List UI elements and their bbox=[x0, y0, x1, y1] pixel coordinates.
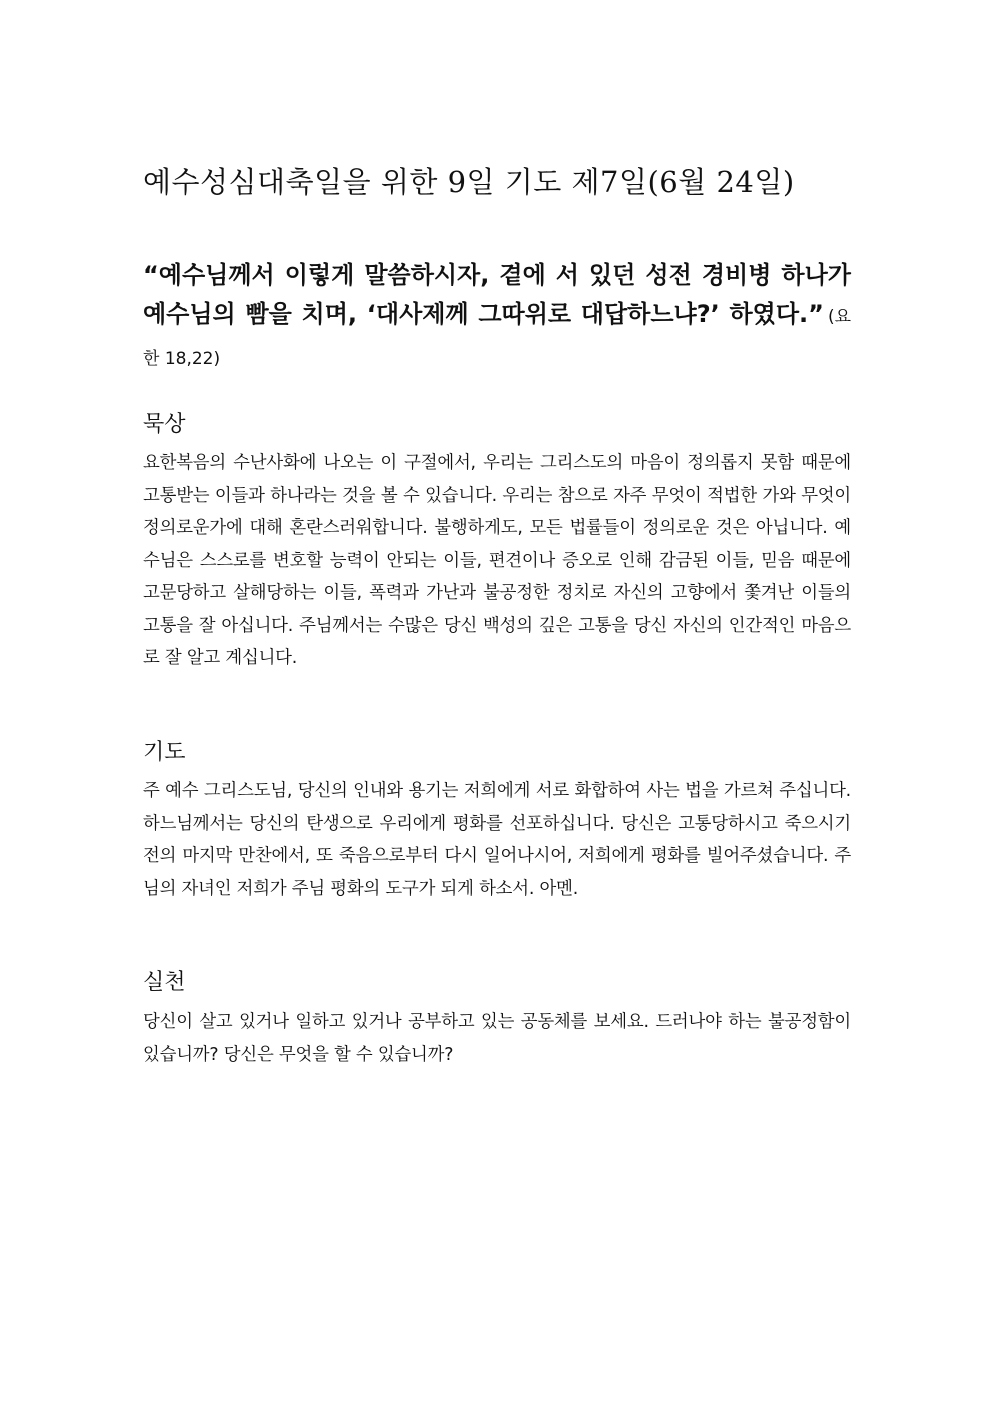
practice-body: 당신이 살고 있거나 일하고 있거나 공부하고 있는 공동체를 보세요. 드러나야 하는 불공정함이 있습니까? 당신은 무엇을 할 수 있습니까? bbox=[143, 1012, 851, 1065]
page-title: 예수성심대축일을 위한 9일 기도 제7일(6월 24일) bbox=[143, 165, 795, 199]
meditation-heading: 묵상 bbox=[143, 412, 186, 437]
practice-heading: 실천 bbox=[143, 970, 186, 995]
prayer-heading: 기도 bbox=[143, 740, 186, 765]
scripture-verse bbox=[143, 256, 851, 379]
verse-text: “예수님께서 이렇게 말씀하시자, 곁에 서 있던 성전 경비병 하나가 예수님의 빰을 치며, ‘대사제께 그따위로 대답하느냐?’ 하였다.” bbox=[143, 261, 851, 328]
prayer-body: 주 예수 그리스도님, 당신의 인내와 용기는 저희에게 서로 화합하여 사는 법을 가르쳐 주십니다. 하느님께서는 당신의 탄생으로 우리에게 평화를 선포하십니다. 당신은 고통당하시고 죽으시기 전의 마지막 만찬에서, 또 죽음으로부터 다시 일어나시어, 저희에게 평화를 빌어주셨습니다. 주님의 자녀인 저희가 주님 평화의 도구가 되게 하소서. 아멘. bbox=[143, 781, 851, 899]
meditation-body: 요한복음의 수난사화에 나오는 이 구절에서, 우리는 그리스도의 마음이 정의롭지 못함 때문에 고통받는 이들과 하나라는 것을 볼 수 있습니다. 우리는 참으로 자주 무엇이 적법한 가와 무엇이 정의로운가에 대해 혼란스러워합니다. 불행하게도, 모든 법률들이 정의로운 것은 아닙니다. 예수님은 스스로를 변호할 능력이 안되는 이들, 편견이나 증오로 인해 감금된 이들, 믿음 때문에 고문당하고 살해당하는 이들, 폭력과 가난과 불공정한 정치로 자신의 고향에서 쫓겨난 이들의 고통을 잘 아십니다. 주님께서는 수많은 당신 백성의 깊은 고통을 당신 자신의 인간적인 마음으로 잘 알고 계십니다. bbox=[143, 453, 851, 668]
verse-reference: (요한 18,22) bbox=[143, 307, 851, 369]
